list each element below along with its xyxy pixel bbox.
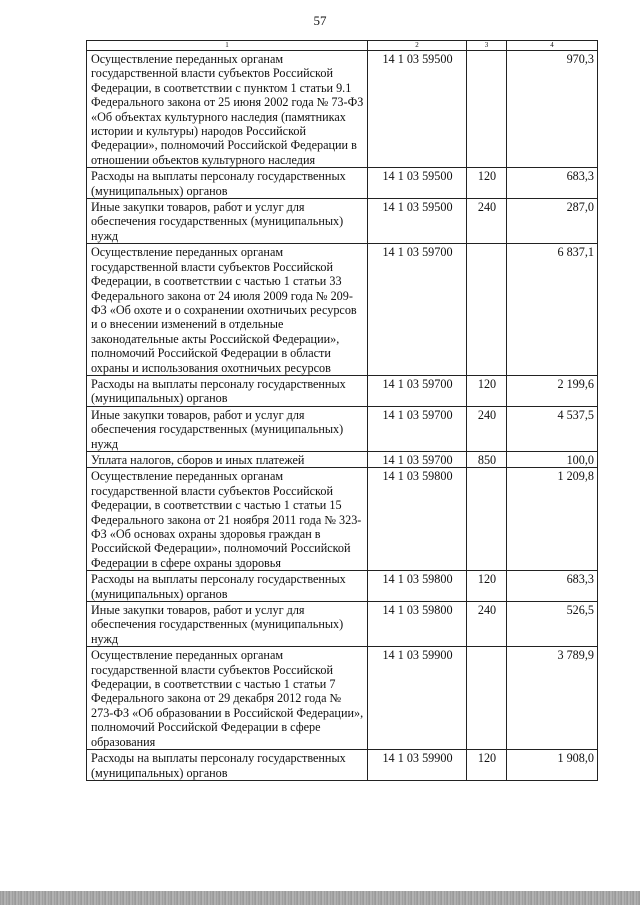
table-row	[87, 406, 598, 451]
budget-table	[86, 40, 598, 781]
row-amount: 6 837,1	[507, 244, 598, 376]
table-row	[87, 451, 598, 467]
row-name: Расходы на выплаты персоналу государственных (муниципальных) органов	[87, 750, 368, 781]
row-name: Осуществление переданных органам государственной власти субъектов Российской Федерации, в соответствии с частью 1 статьи 7 Федерального закона от 29 декабря 2012 года № 273-ФЗ «Об образовании в Российской Федерации», полномочий Российской Федерации в сфере образования	[87, 647, 368, 750]
column-header-type: 3	[467, 41, 507, 51]
row-amount: 683,3	[507, 571, 598, 602]
row-type: 240	[467, 406, 507, 451]
row-name: Осуществление переданных органам государственной власти субъектов Российской Федерации, в соответствии с частью 1 статьи 33 Федерального закона от 24 июля 2009 года № 209-ФЗ «Об охоте и о сохранении охотничьих ресурсов и о внесении изменений в отдельные законодательные акты Российской Федерации», полномочий Российской Федерации в области охраны и использования охотничьих ресурсов	[87, 244, 368, 376]
row-type	[467, 244, 507, 376]
row-type: 120	[467, 571, 507, 602]
table-row	[87, 750, 598, 781]
column-number-row	[87, 41, 598, 51]
row-code: 14 1 03 59900	[368, 647, 467, 750]
row-name: Осуществление переданных органам государственной власти субъектов Российской Федерации, в соответствии с пунктом 1 статьи 9.1 Федерального закона от 25 июня 2002 года № 73-ФЗ «Об объектах культурного наследия (памятниках истории и культуры) народов Российской Федерации», полномочий Российской Федерации в отношении объектов культурного наследия	[87, 51, 368, 168]
row-code: 14 1 03 59700	[368, 375, 467, 406]
row-code: 14 1 03 59900	[368, 750, 467, 781]
row-code: 14 1 03 59500	[368, 199, 467, 244]
row-name: Иные закупки товаров, работ и услуг для обеспечения государственных (муниципальных) нужд	[87, 199, 368, 244]
row-code: 14 1 03 59700	[368, 451, 467, 467]
row-amount: 683,3	[507, 168, 598, 199]
table-row	[87, 571, 598, 602]
page-number: 57	[313, 13, 327, 28]
table-row	[87, 168, 598, 199]
row-name: Осуществление переданных органам государственной власти субъектов Российской Федерации, в соответствии с частью 1 статьи 15 Федерального закона от 21 ноября 2011 года № 323-ФЗ «Об основах охраны здоровья граждан в Российской Федерации», полномочий Российской Федерации в сфере охраны здоровья	[87, 468, 368, 571]
table-row	[87, 468, 598, 571]
row-name: Расходы на выплаты персоналу государственных (муниципальных) органов	[87, 168, 368, 199]
row-code: 14 1 03 59800	[368, 602, 467, 647]
row-code: 14 1 03 59500	[368, 51, 467, 168]
row-code: 14 1 03 59700	[368, 244, 467, 376]
table-row	[87, 51, 598, 168]
row-code: 14 1 03 59500	[368, 168, 467, 199]
row-code: 14 1 03 59800	[368, 571, 467, 602]
row-type	[467, 51, 507, 168]
row-type: 850	[467, 451, 507, 467]
row-amount: 1 908,0	[507, 750, 598, 781]
row-type: 240	[467, 602, 507, 647]
row-amount: 100,0	[507, 451, 598, 467]
row-type: 240	[467, 199, 507, 244]
row-amount: 3 789,9	[507, 647, 598, 750]
row-name: Иные закупки товаров, работ и услуг для обеспечения государственных (муниципальных) нужд	[87, 406, 368, 451]
column-header-code: 2	[368, 41, 467, 51]
row-type: 120	[467, 375, 507, 406]
column-header-name: 1	[87, 41, 368, 51]
row-type	[467, 468, 507, 571]
row-amount: 4 537,5	[507, 406, 598, 451]
scan-edge-artifact	[0, 891, 640, 905]
row-type: 120	[467, 168, 507, 199]
row-amount: 2 199,6	[507, 375, 598, 406]
row-code: 14 1 03 59800	[368, 468, 467, 571]
table-row	[87, 375, 598, 406]
row-type: 120	[467, 750, 507, 781]
row-amount: 526,5	[507, 602, 598, 647]
table-row	[87, 647, 598, 750]
table-row	[87, 602, 598, 647]
column-header-amount: 4	[507, 41, 598, 51]
row-name: Расходы на выплаты персоналу государственных (муниципальных) органов	[87, 571, 368, 602]
row-amount: 287,0	[507, 199, 598, 244]
row-name: Уплата налогов, сборов и иных платежей	[87, 451, 368, 467]
row-name: Расходы на выплаты персоналу государственных (муниципальных) органов	[87, 375, 368, 406]
row-amount: 1 209,8	[507, 468, 598, 571]
row-amount: 970,3	[507, 51, 598, 168]
row-name: Иные закупки товаров, работ и услуг для обеспечения государственных (муниципальных) нужд	[87, 602, 368, 647]
table-row	[87, 244, 598, 376]
table-row	[87, 199, 598, 244]
row-code: 14 1 03 59700	[368, 406, 467, 451]
row-type	[467, 647, 507, 750]
